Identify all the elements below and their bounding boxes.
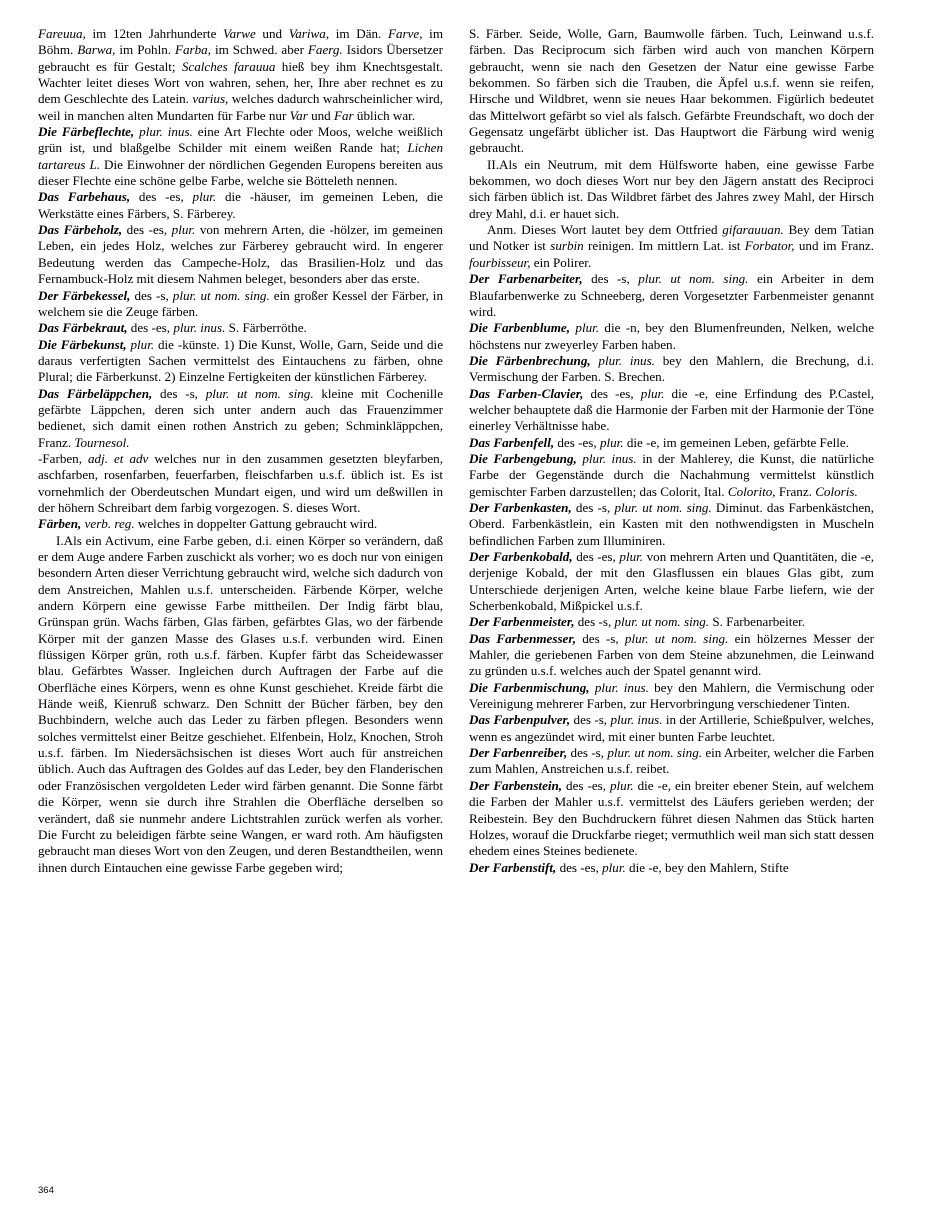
entry-text: Isidors Übersetzer gebraucht es für Gestalt; <box>38 42 443 74</box>
entry-text: plur. inus. <box>582 450 637 466</box>
entry-text: die -e, ein breiter ebener Stein, auf welchem die Farben der Mahler u.s.f. vermittelst des Läufers gerieben werden; der Reibestein. Bey den Buchdruckern führet diesen Nahmen das Stück harten Holzes, worauf die Druckfarbe rieget; vermuthlich weil man sich statt dessen ehedem eines Steines bedienete. <box>469 777 874 859</box>
dictionary-entry <box>469 712 874 745</box>
entry-text: surbin <box>550 238 584 254</box>
entry-text: II.Als ein Neutrum, mit dem Hülfsworte haben, eine gewisse Farbe bekommen, wo doch dieses Wort nur bey den Jägern anstatt des Reciproci sich färben üblich ist. Das Wildbret färbet des Jahres zwey Mahl, der Hirsch drey Mahl, d.i. er hauet sich. <box>469 156 874 221</box>
entry-text: ein hölzernes Messer der Mahler, die geriebenen Farben von dem Steine abzunehmen, die Leinwand zu gründen u.s.f. welches auch der Spatel genannt wird. <box>469 630 874 679</box>
entry-text: von mehrern Arten, die -hölzer, im gemeinen Leben, ein jedes Holz, welches zur Färberey gebraucht wird. In engerer Bedeutung werden das Campeche-Holz, das Brasilien-Holz und das Fernambuck-Holz mit diesem Nahmen beleget, besonders aber das erste. <box>38 222 443 287</box>
entry-headword: Die Farbengebung, <box>469 450 577 466</box>
dictionary-entry <box>469 680 874 713</box>
entry-text: Tournesol. <box>74 434 130 450</box>
entry-text: plur. <box>575 320 600 336</box>
dictionary-entry <box>469 157 874 222</box>
entry-text: S. Färber. Seide, Wolle, Garn, Baumwolle färben. Tuch, Leinwand u.s.f. färben. Das Reciprocum sich färben wird auch von manchen Körpern gebraucht, wenn sie nach den Gesetzen der Natur eine gewisse Farbe bekommen. So färben sich die Trauben, die Äpfel u.s.f. wenn sie reifen, Hirsche und Wildbret, wenn sie neues Haar bekommen. Figürlich bedeutet das Mittelwort gefärbt so viel als falsch. Gefärbte Freundschaft, wo doch der Gegensatz ungefärbt üblicher ist. Das Hauptwort die Färbung wird wenig gebraucht. <box>469 26 874 156</box>
entry-text: die -künste. 1) Die Kunst, Wolle, Garn, Seide und die daraus verfertigten Sachen vermittelst des Eintauchens zu färben, ohne Plural; die Färberkunst. 2) Einzelne Fertigkeiten der künstlichen Färberey. <box>38 336 444 385</box>
entry-text: gifarauuan. <box>722 222 784 238</box>
entry-text: plur. ut nom. sing. <box>614 499 712 515</box>
entry-text: die -häuser, im gemeinen Leben, die Werkstätte eines Färbers, S. Färberey. <box>38 189 443 221</box>
entry-text: Farba, <box>174 42 211 58</box>
entry-text: plur. ut nom. sing. <box>614 614 710 630</box>
entry-text: und im Franz. <box>794 238 874 254</box>
entry-headword: Der Farbenstein, <box>469 777 563 793</box>
entry-headword: Der Farbenkasten, <box>469 499 572 515</box>
entry-text: S. Färberröthe. <box>225 320 307 336</box>
entry-text: plur. <box>619 549 644 564</box>
entry-text: welches in doppelter Gattung gebraucht wird. <box>134 516 378 532</box>
dictionary-entry <box>469 386 874 435</box>
entry-text: des -s, <box>130 287 173 303</box>
entry-text: im Böhm. <box>38 26 444 58</box>
entry-text: Var <box>289 107 308 123</box>
entry-text: adj. et adv <box>88 450 149 466</box>
entry-text: plur. <box>609 777 634 793</box>
entry-text: Varwe <box>223 26 256 41</box>
entry-text: ein Arbeiter in dem Blaufarbenwerke zu Schneeberg, deren Vorgesetzter Farbenmeister genannt wird. <box>469 271 875 319</box>
entry-text: plur. inus. <box>173 320 226 336</box>
entry-text: des -s, <box>576 630 625 646</box>
dictionary-entry <box>469 353 874 386</box>
dictionary-entry <box>469 500 874 549</box>
entry-text: plur. ut nom. sing. <box>205 385 314 401</box>
entry-text: reinigen. Im mittlern Lat. ist <box>583 238 745 254</box>
dictionary-entry <box>469 435 874 451</box>
entry-text: Colorito, <box>727 483 776 499</box>
right-text-column <box>469 26 874 1170</box>
entry-headword: Das Färbeläppchen, <box>38 385 153 401</box>
entry-text: ein großer Kessel der Färber, in welchem sie die Zeuge färben. <box>38 287 443 319</box>
entry-text: plur. <box>192 189 217 205</box>
entry-text: -Farben, <box>38 450 88 466</box>
entry-text: plur. <box>602 859 626 875</box>
entry-text: Farve, <box>387 26 423 41</box>
dictionary-entry <box>38 189 443 222</box>
entry-text: im Dän. <box>329 26 388 41</box>
entry-text: Lichen tartareus L. <box>38 140 443 172</box>
dictionary-entry <box>38 288 443 321</box>
entry-text: plur. ut nom. sing. <box>638 271 749 287</box>
entry-text: hieß bey ihm Knechtsgestalt. Wachter leitet dieses Wort von wahren, sehen, her, Ihre aber rechnet es zu dem Geschlechte des Latein. <box>38 58 443 107</box>
entry-text: des -es, <box>556 859 603 875</box>
dictionary-entry <box>38 337 443 386</box>
entry-text: Faerg. <box>307 42 343 58</box>
entry-text: des -es, <box>122 222 172 238</box>
dictionary-entry <box>469 860 874 876</box>
entry-text: des -es, <box>583 385 641 401</box>
entry-text: des -s, <box>582 271 639 287</box>
entry-headword: Der Farbenkobald, <box>469 549 573 564</box>
entry-text: Coloris. <box>815 483 858 499</box>
entry-text: S. Farbenarbeiter. <box>709 614 806 630</box>
entry-text: Franz. <box>775 483 816 499</box>
entry-text: Scalches farauua <box>181 58 276 74</box>
entry-headword: Der Farbenarbeiter, <box>469 271 583 287</box>
entry-text: des -es, <box>572 549 620 564</box>
dictionary-entry <box>38 386 443 451</box>
entry-headword: Das Farbenfell, <box>469 434 555 450</box>
entry-headword: Das Farbenmesser, <box>469 630 576 646</box>
entry-text: des -es, <box>127 320 174 336</box>
entry-text: die -e, eine Erfindung des P.Castel, welcher behauptete daß die Harmonie der Farben mit der Harmonie der Töne einerley Verhältnisse habe. <box>469 385 874 434</box>
entry-text: bey den Mahlern, die Vermischung oder Vereinigung mehrerer Farben, zur Hervorbringung verschiedener Tinten. <box>469 679 875 712</box>
entry-text: des -s, <box>567 745 608 761</box>
dictionary-entry <box>38 533 443 876</box>
entry-text: plur. <box>640 385 665 401</box>
entry-text: im 12ten Jahrhunderte <box>85 26 224 41</box>
entry-text: im Schwed. aber <box>211 42 308 58</box>
entry-headword: Das Farbenpulver, <box>469 712 571 728</box>
entry-text: plur. <box>130 336 155 352</box>
entry-headword: Der Farbenstift, <box>469 859 557 875</box>
entry-text: und <box>307 107 334 123</box>
entry-text: üblich war. <box>353 107 416 123</box>
dictionary-entry <box>38 222 443 287</box>
entry-text: die -e, im gemeinen Leben, gefärbte Felle. <box>623 434 850 450</box>
dictionary-entry <box>469 222 874 271</box>
entry-headword: Der Farbenreiber, <box>469 745 568 761</box>
entry-text: plur. inus. <box>594 679 649 695</box>
entry-headword: Der Färbekessel, <box>38 287 131 303</box>
entry-headword: Das Farben-Clavier, <box>469 385 584 401</box>
entry-headword: Die Färbekunst, <box>38 336 127 352</box>
dictionary-entry <box>469 631 874 680</box>
entry-headword: Das Farbehaus, <box>38 189 131 205</box>
dictionary-entry <box>469 271 874 320</box>
entry-text: des -es, <box>554 434 600 450</box>
entry-text: Variwa, <box>288 26 330 41</box>
dictionary-entry <box>38 124 443 189</box>
entry-text: im Pohln. <box>115 42 175 58</box>
dictionary-entry <box>469 320 874 353</box>
entry-text: des -es, <box>562 777 610 793</box>
entry-text: plur. ut nom. sing. <box>607 745 703 761</box>
entry-text: Diminut. das Farbenkästchen, Oberd. Farbenkästlein, ein Kasten mit den nothwendigsten in Muscheln befindlichen Farben zum Illuminiren. <box>469 499 874 548</box>
entry-text: bey den Mahlern, die Brechung, d.i. Vermischung der Farben. S. Brechen. <box>469 352 874 385</box>
entry-text: plur. <box>599 434 624 450</box>
entry-text: plur. inus. <box>610 712 663 728</box>
entry-text: in der Mahlerey, die Kunst, die natürliche Farbe der Gegenstände durch die Nachahmung vermittelst künstlich gemischter Farben darzustellen; das Colorit, Ital. <box>469 450 874 499</box>
entry-headword: Das Färbekraut, <box>38 320 128 336</box>
dictionary-entry <box>469 549 874 614</box>
entry-text: plur. inus. <box>139 124 193 140</box>
dictionary-entry <box>469 778 874 860</box>
entry-headword: Der Farbenmeister, <box>469 614 575 630</box>
dictionary-entry <box>469 745 874 778</box>
entry-text: ein Arbeiter, welcher die Farben zum Mahlen, Anstreichen u.s.f. reibet. <box>469 745 875 777</box>
dictionary-entry <box>38 320 443 336</box>
entry-text: des -s, <box>152 385 206 401</box>
dictionary-entry <box>38 451 443 516</box>
entry-text: plur. ut nom. sing. <box>172 287 270 303</box>
entry-text: von mehrern Arten und Quantitäten, die -e, derjenige Kobald, der mit den Glasflussen ein blaues Glas gibt, zum Unterschiede derjenigen Arten, welche keine blaue Farbe liefern, wie der Scherbenkobald, Mißpickel u.s.f. <box>469 549 874 614</box>
entry-text: fourbisseur, <box>469 254 531 270</box>
entry-text: welches nur in den zusammen gesetzten bleyfarben, aschfarben, rosenfarben, feuerfarben, fleischfarben u.s.f. üblich ist. Es ist vornehmlich der Oberdeutschen Mundart eigen, und wird um deßwillen in der höhern Schreibart dem farbig vorgezogen. S. dieses Wort. <box>38 450 443 515</box>
dictionary-entry <box>469 451 874 500</box>
page-number: 364 <box>38 1185 54 1196</box>
entry-text: plur. inus. <box>598 352 655 368</box>
entry-text: eine Art Flechte oder Moos, welche weißlich grün ist, und blaßgelbe Schilder mit einem weißen Rande hat; <box>38 124 443 156</box>
entry-text: Die Einwohner der nördlichen Gegenden Europens bereiten aus dieser Flechte eine schöne gelbe Farbe, welche sie Bötteleth nennen. <box>38 156 443 189</box>
entry-headword: Das Färbeholz, <box>38 222 123 238</box>
entry-headword: Färben, <box>38 516 82 532</box>
entry-headword: Die Farbenblume, <box>469 320 571 336</box>
dictionary-entry <box>469 614 874 630</box>
entry-headword: Die Färbenbrechung, <box>469 352 591 368</box>
entry-text: Bey dem Tatian und Notker ist <box>469 222 874 254</box>
entry-text: Far <box>334 107 354 123</box>
entry-text: Fareuua, <box>38 26 86 41</box>
entry-text: ein Polirer. <box>530 254 592 270</box>
entry-text: in der Artillerie, Schießpulver, welches, wenn es angezündet wird, mit einer bunten Farbe leuchtet. <box>469 712 875 744</box>
entry-headword: Die Färbeflechte, <box>38 124 135 140</box>
entry-text: Barwa, <box>77 42 116 58</box>
entry-text: I.Als ein Activum, eine Farbe geben, d.i. einen Körper so verändern, daß er dem Auge andere Farben zuschickt als vorher; wo es doch nur von einigen besondern Arten dieser Verrichtung gebraucht wird, welche sich dadurch von dem Anstreichen, Mahlen u.s.f. unterscheiden. Färbende Körper, welche andern Körpern eine gewisse Farbe mittheilen. Der Indig färbt blau, Grünspan grün. Wachs färben, Glas färben, gefärbtes Glas, wo der färbende Körper mit der ganzen Masse des Glases u.s.f. verbunden wird. Einen flüssigen Körper grün, roth u.s.f. färben. Kupfer färbt das Scheidewasser blau. Gefärbtes Wasser. Ingleichen durch Auftragen der Farbe auf die Oberfläche eines Körpers, wenn es ohne Kunst geschiehet. Kreide färbt die Hände weiß, Kienruß schwarz. Den Schnitt der Bücher färben, bey den Buchbindern, welche auch das Leder zu färben pflegen. Besonders wenn solches vermittelst einer Beitze geschiehet. Elfenbein, Holz, Knochen, Stroh u.s.f. färben. Im Niedersächsischen ist dieses Wort auch für anstreichen üblich. Auch das Auftragen des Goldes auf das Leder, bey den Flanderischen oder Französischen vergoldeten Leder wird färben genannt. Die Sonne färbt die Körper, wenn sie durch ihre Strahlen die Oberfläche derselben so verändert, daß sie nunmehr andere Lichtstrahlen zurück werfen als vorher. Die Furcht zu beleidigen färbte seine Wangen, er ward roth. Am häufigsten gebraucht man dieses Wort von den Zeugen, und deren Bestandtheilen, wenn ihnen durch Eintauchen eine gewisse Farbe gegeben wird; <box>38 532 443 875</box>
dictionary-entry <box>38 26 443 124</box>
dictionary-entry <box>469 26 874 157</box>
left-text-column <box>38 26 443 1170</box>
dictionary-entry <box>38 516 443 532</box>
entry-text: und <box>255 26 289 41</box>
entry-text: kleine mit Cochenille gefärbte Läppchen, deren sich unter andern auch das Frauenzimmer bedienet, sich damit einen rothen Anstrich zu geben; Schminkläppchen, Franz. <box>38 385 444 450</box>
entry-text: die -e, bey den Mahlern, Stifte <box>625 859 789 875</box>
entry-text: Forbator, <box>744 238 795 254</box>
entry-text: des -s, <box>570 712 611 728</box>
page-columns <box>38 26 899 1170</box>
entry-text: plur. <box>171 222 196 238</box>
entry-headword: Die Farbenmischung, <box>469 679 590 695</box>
entry-text: die -n, bey den Blumenfreunden, Nelken, welche höchstens nur zweyerley Farben haben. <box>469 320 875 352</box>
entry-text: des -es, <box>130 189 193 205</box>
entry-text: verb. reg. <box>84 516 135 532</box>
entry-text: varius, <box>192 91 229 107</box>
entry-text: des -s, <box>571 499 615 515</box>
entry-text: Anm. Dieses Wort lautet bey dem Ottfried <box>487 222 723 238</box>
entry-text: des -s, <box>574 614 615 630</box>
entry-text: plur. ut nom. sing. <box>624 630 729 646</box>
entry-text: welches dadurch wahrscheinlicher wird, weil in manchen alten Mundarten für Farbe nur <box>38 91 443 123</box>
